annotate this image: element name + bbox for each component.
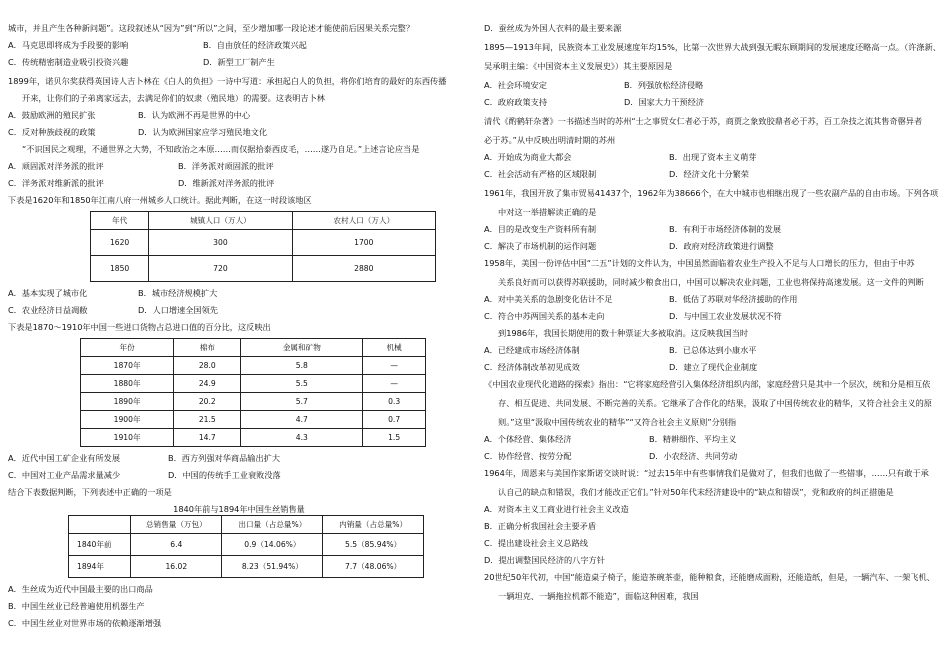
- question-text: 《中国农业现代化道路的探索》指出：“它将家庭经营引入集体经济组织内部，家庭经营只是其中一个层次，统和分是相互依: [484, 379, 931, 389]
- option[interactable]: D．国家大力干预经济: [624, 97, 704, 107]
- table-cell: 1850: [91, 256, 149, 282]
- option[interactable]: B．有利于市场经济体制的发展: [669, 224, 782, 234]
- table-cell: 300: [149, 230, 292, 256]
- option[interactable]: C．解决了市场机制的运作问题: [484, 241, 597, 251]
- table-header: 机械: [363, 339, 426, 357]
- option-row: [484, 310, 942, 322]
- table-cell: 1910年: [81, 429, 174, 447]
- option-row: [484, 151, 942, 163]
- question-text: 1964年，周恩来与美国作家斯诺交谈时说：“过去15年中有些事情我们是做对了，但我们也做了一些错事，……只有敢于承: [484, 468, 929, 478]
- option[interactable]: B．低估了苏联对华经济援助的作用: [669, 294, 798, 304]
- option[interactable]: C．政府政策支持: [484, 97, 548, 107]
- option[interactable]: C．中国生丝业对世界市场的依赖逐渐增强: [8, 618, 162, 628]
- question-text: 20世纪50年代初，中国“能造桌子椅子，能造茶碗茶壶，能种粮食，还能磨成面粉，还能造纸，但是，一辆汽车、一架飞机、: [484, 572, 935, 582]
- right-column: [484, 0, 942, 602]
- question-text: 认自己的缺点和错误，我们才能改正它们。”针对50年代末经济建设中的“缺点和错误”，党和政府的纠正措施是: [498, 487, 894, 497]
- question-text: 1899年，诺贝尔奖获得英国诗人吉卜林在《白人的负担》一诗中写道：承担起白人的负担，将你们培育的最好的东西传播: [8, 76, 447, 86]
- table-cell: 1900年: [81, 411, 174, 429]
- table-header: 年份: [81, 339, 174, 357]
- option[interactable]: C．中国对工业产品需求量减少: [8, 470, 121, 480]
- option[interactable]: C．协作经营、按劳分配: [484, 451, 572, 461]
- table-cell: 16.02: [131, 556, 222, 578]
- table-cell: 5.8: [241, 357, 363, 375]
- table-header: 金属和矿物: [241, 339, 363, 357]
- option[interactable]: D．与中国工农业发展状况不符: [669, 311, 782, 321]
- table-cell: 1870年: [81, 357, 174, 375]
- option[interactable]: D．政府对经济政策进行调整: [669, 241, 774, 251]
- option[interactable]: B．城市经济规模扩大: [138, 288, 218, 298]
- option[interactable]: D．建立了现代企业制度: [669, 362, 758, 372]
- table-cell: 1880年: [81, 375, 174, 393]
- table-cell: 0.3: [363, 393, 426, 411]
- table-cell: 7.7（48.06%）: [323, 556, 424, 578]
- table-header: 出口量（占总量%）: [222, 516, 323, 534]
- option-row: [8, 126, 470, 138]
- table-cell: 4.3: [241, 429, 363, 447]
- option[interactable]: A．基本实现了城市化: [8, 288, 88, 298]
- question-text: 一辆坦克、一辆拖拉机都不能造”，面临这种困难，我国: [498, 591, 699, 601]
- option-row: [484, 293, 942, 305]
- option-row: [484, 96, 942, 108]
- question-text: 1895—1913年间，民族资本工业发展速度年均15%，比第一次世界大战到强无暇东顾期间的发展速度还略高一点。（许涤新、: [484, 42, 941, 52]
- option[interactable]: D．蚕丝成为外国人衣料的最主要来源: [484, 23, 622, 33]
- option[interactable]: A．近代中国工矿企业有所发展: [8, 453, 121, 463]
- option-row: [484, 79, 942, 91]
- table-cell: 4.7: [241, 411, 363, 429]
- option[interactable]: C．符合中苏两国关系的基本走向: [484, 311, 605, 321]
- table-cell: 20.2: [174, 393, 241, 411]
- table-cell: —: [363, 375, 426, 393]
- option[interactable]: C．反对种族歧视的政策: [8, 127, 96, 137]
- option-row: [8, 304, 470, 316]
- option-row: [484, 240, 942, 252]
- option-row: [484, 433, 942, 445]
- imports-table: [80, 338, 426, 447]
- question-text: 必于苏。”从中反映出明清时期的苏州: [484, 135, 616, 145]
- question-text: 1958年，美国一份评估中国“二五”计划的文件认为，中国虽然面临着农业生产投入不足与人口增长的压力，但由于中苏: [484, 258, 915, 268]
- option[interactable]: B．认为欧洲不再是世界的中心: [138, 110, 251, 120]
- table-cell: 720: [149, 256, 292, 282]
- option[interactable]: D．认为欧洲国家应学习殖民地文化: [138, 127, 268, 137]
- table-cell: 14.7: [174, 429, 241, 447]
- question-text: 结合下表数据判断，下列表述中正确的一项是: [8, 487, 172, 497]
- table-cell: 1894年: [69, 556, 131, 578]
- question-text: 则。”这里“汲取中国传统农业的精华”“又符合社会主义原则”分别指: [498, 417, 737, 427]
- option[interactable]: D．人口增速全国领先: [138, 305, 218, 315]
- silk-table: [68, 515, 424, 578]
- question-text: 吴承明主编：《中国资本主义发展史》）其主要原因是: [484, 61, 673, 71]
- question-text: 1961年，我国开放了集市贸易41437个，1962年为38666个，在大中城市也相继出现了一些农副产品的自由市场。下列各项: [484, 188, 939, 198]
- option[interactable]: B．自由放任的经济政策兴起: [203, 40, 307, 50]
- table-cell: 21.5: [174, 411, 241, 429]
- option[interactable]: C．农业经济日益凋敝: [8, 305, 88, 315]
- option-row: [8, 177, 470, 189]
- option[interactable]: A．目的是改变生产资料所有制: [484, 224, 597, 234]
- option[interactable]: A．对资本主义工商业进行社会主义改造: [484, 504, 629, 514]
- option[interactable]: D．提出调整国民经济的八字方针: [484, 555, 605, 565]
- option-row: [484, 223, 942, 235]
- table-cell: 24.9: [174, 375, 241, 393]
- table-cell: 2880: [292, 256, 435, 282]
- left-column: [8, 0, 470, 629]
- option[interactable]: B．出现了资本主义萌芽: [669, 152, 757, 162]
- option[interactable]: B．已总体达到小康水平: [669, 345, 757, 355]
- option-row: [8, 56, 470, 68]
- table-header: 棉布: [174, 339, 241, 357]
- table-header: 总销售量（万包）: [131, 516, 222, 534]
- table-cell: 1890年: [81, 393, 174, 411]
- option[interactable]: A．社会环境安定: [484, 80, 547, 90]
- option[interactable]: A．鼓励欧洲的殖民扩张: [8, 110, 96, 120]
- question-text: 城市，并且产生各种新问题”。这段叙述从“因为”到“所以”之间，至少增加哪一段论述才能使前后因果关系完整？: [8, 23, 415, 33]
- option[interactable]: A．顽固派对洋务派的批评: [8, 161, 104, 171]
- option[interactable]: D．新型工厂制产生: [203, 57, 275, 67]
- option-row: [484, 361, 942, 373]
- question-text: 下表是1870～1910年中国一些进口货物占总进口值的百分比，这反映出: [8, 322, 271, 332]
- question-text: 到1986年，我国长期使用的数十种票证大多被取消。这反映我国当时: [498, 328, 749, 338]
- option[interactable]: D．经济文化十分繁荣: [669, 169, 749, 179]
- table-cell: 1620: [91, 230, 149, 256]
- table-header: 年代: [91, 212, 149, 230]
- option-row: [484, 450, 942, 462]
- question-text: 清代《酌鹤轩杂著》一书描述当时的苏州“士之事贸女仁者必于苏，商贾之象致胶鼎者必于苏，百工杂技之流其售奇罄异者: [484, 116, 923, 126]
- question-text: 下表是1620年和1850年江南八府一州城乡人口统计。据此判断，在这一时段该地区: [8, 195, 312, 205]
- option-row: [484, 168, 942, 180]
- option[interactable]: A．马克思即将成为手段要的影响: [8, 40, 129, 50]
- option[interactable]: D．小农经济、共同劳动: [649, 451, 738, 461]
- question-text: 中对这一举措解读正确的是: [498, 207, 597, 217]
- option-row: [484, 344, 942, 356]
- option[interactable]: C．社会活动有严格的区域限制: [484, 169, 597, 179]
- option[interactable]: C．经济体制改革初见成效: [484, 362, 580, 372]
- option[interactable]: B．正确分析我国社会主要矛盾: [484, 521, 597, 531]
- option[interactable]: C．洋务派对维新派的批评: [8, 178, 104, 188]
- option-row: [8, 452, 470, 464]
- population-table: [90, 211, 436, 282]
- option[interactable]: A．生丝成为近代中国最主要的出口商品: [8, 584, 153, 594]
- option[interactable]: A．对中美关系的急剧变化估计不足: [484, 294, 613, 304]
- table-cell: 8.23（51.94%）: [222, 556, 323, 578]
- table-cell: 1700: [292, 230, 435, 256]
- table-cell: 5.5（85.94%）: [323, 534, 424, 556]
- table-header: 农村人口（万人）: [292, 212, 435, 230]
- question-text: 存、相互促进、共同发展、不断完善的关系。它继承了合作化的结果，汲取了中国传统农业的精华，又符合社会主义的原: [498, 398, 932, 408]
- question-text: “不识国民之观理，不通世界之大势，不知政治之本原……而仅据拾泰西皮毛，……遂乃自足。”上述言论应当是: [22, 144, 420, 154]
- option[interactable]: C．传统精密制造业吸引投资兴趣: [8, 57, 129, 67]
- table-caption: 1840年前与1894年中国生丝销售量: [173, 504, 305, 514]
- option[interactable]: B．列强放松经济侵略: [624, 80, 704, 90]
- table-cell: 1.5: [363, 429, 426, 447]
- option[interactable]: D．中国的传统手工业衰败没落: [168, 470, 281, 480]
- option[interactable]: B．洋务派对顽固派的批评: [178, 161, 274, 171]
- table-header: 城镇人口（万人）: [149, 212, 292, 230]
- option[interactable]: C．提出建设社会主义总路线: [484, 538, 588, 548]
- table-header: [69, 516, 131, 534]
- table-cell: 1840年前: [69, 534, 131, 556]
- table-cell: 5.5: [241, 375, 363, 393]
- option[interactable]: B．中国生丝业已经普遍使用机器生产: [8, 601, 145, 611]
- table-cell: 28.0: [174, 357, 241, 375]
- option-row: [8, 39, 470, 51]
- option[interactable]: B．精耕细作、平均主义: [649, 434, 737, 444]
- option[interactable]: B．西方列强对华商品输出扩大: [168, 453, 281, 463]
- table-header: 内销量（占总量%）: [323, 516, 424, 534]
- option[interactable]: A．已经建成市场经济体制: [484, 345, 580, 355]
- table-cell: 0.7: [363, 411, 426, 429]
- option-row: [8, 109, 470, 121]
- table-cell: 6.4: [131, 534, 222, 556]
- table-cell: —: [363, 357, 426, 375]
- table-cell: 5.7: [241, 393, 363, 411]
- option[interactable]: D．维新派对洋务派的批评: [178, 178, 275, 188]
- question-text: 关系良好而可以获得苏联援助，同时减少粮食出口，中国可以解决农业问题，工业也将保持高速发展。这一文件的判断: [498, 277, 924, 287]
- option-row: [8, 160, 470, 172]
- option[interactable]: A．个体经营、集体经济: [484, 434, 572, 444]
- option-row: [8, 287, 470, 299]
- table-cell: 0.9（14.06%）: [222, 534, 323, 556]
- question-text: 开来，让你们的子弟离家远去，去满足你们的奴隶（殖民地）的需要。这表明吉卜林: [22, 93, 325, 103]
- option-row: [8, 469, 470, 481]
- option[interactable]: A．开始成为商业大都会: [484, 152, 572, 162]
